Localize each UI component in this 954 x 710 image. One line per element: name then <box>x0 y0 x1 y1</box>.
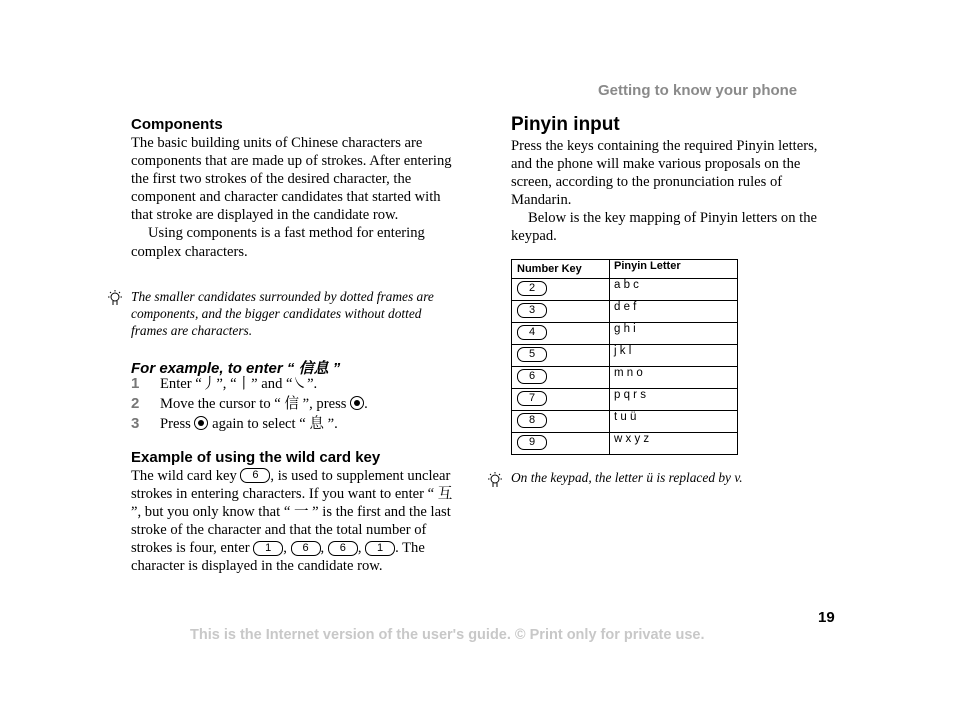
table-header-row <box>512 260 738 279</box>
pinyin-letter-cell: p q r s <box>610 389 738 411</box>
example-heading: For example, to enter “ 信息 ” <box>131 360 341 377</box>
step-text-b: . <box>364 396 368 412</box>
step-text-b: again to select “ 息 ”. <box>208 416 338 432</box>
text-run: The wild card key <box>131 468 241 484</box>
column-header: Number Key <box>512 260 610 279</box>
key-6-icon: 6 <box>240 468 270 483</box>
number-key-cell <box>512 301 610 323</box>
footer-notice: This is the Internet version of the user's guide. © Print only for private use. <box>190 627 705 643</box>
step-1 <box>131 375 461 395</box>
keypad-tip: On the keypad, the letter ü is replaced by v. <box>511 470 743 485</box>
section-header: Getting to know your phone <box>598 82 798 99</box>
pinyin-paragraph: Press the keys containing the required Pinyin letters, and the phone will make various proposals on the screen, according to the pronunciation rules of Mandarin. <box>511 138 818 209</box>
table-row <box>512 367 738 389</box>
select-key-icon <box>350 396 364 410</box>
example-steps <box>131 375 461 437</box>
step-number: 2 <box>131 395 140 412</box>
key-9-icon: 9 <box>517 435 547 450</box>
components-paragraph-2: Using components is a fast method for entering complex characters. <box>131 225 425 260</box>
wildcard-section <box>131 449 459 576</box>
number-key-cell <box>512 411 610 433</box>
step-number: 3 <box>131 415 140 432</box>
pinyin-letter-cell: g h i <box>610 323 738 345</box>
table-row <box>512 433 738 455</box>
components-heading: Components <box>131 116 223 133</box>
key-3-icon: 3 <box>517 303 547 318</box>
number-key-cell <box>512 323 610 345</box>
tip-icon <box>106 289 124 307</box>
pinyin-letter-cell: j k l <box>610 345 738 367</box>
pinyin-letter-cell: a b c <box>610 279 738 301</box>
page-number: 19 <box>818 609 835 626</box>
table-row <box>512 345 738 367</box>
key-1-icon: 1 <box>365 541 395 556</box>
key-6-icon: 6 <box>517 369 547 384</box>
pinyin-paragraph-2: Below is the key mapping of Pinyin letters on the keypad. <box>511 210 817 245</box>
components-tip: The smaller candidates surrounded by dotted frames are components, and the bigger candidates without dotted frames are characters. <box>131 289 434 338</box>
table-row <box>512 389 738 411</box>
key-7-icon: 7 <box>517 391 547 406</box>
left-column <box>131 116 457 261</box>
step-text <box>160 415 338 433</box>
number-key-cell <box>512 433 610 455</box>
wildcard-paragraph <box>131 467 459 576</box>
step-text-a: Move the cursor to “ 信 ”, press <box>160 396 351 412</box>
step-text-a: Press <box>160 416 195 432</box>
table-row <box>512 301 738 323</box>
key-8-icon: 8 <box>517 413 547 428</box>
pinyin-heading: Pinyin input <box>511 114 620 135</box>
pinyin-letter-cell: d e f <box>610 301 738 323</box>
step-2 <box>131 395 461 415</box>
components-paragraph: The basic building units of Chinese characters are components that are made up of strokes. After entering the first two strokes of the desired character, the component and character candidates that started with that stroke are displayed in the candidate row. <box>131 135 452 224</box>
key-6-icon: 6 <box>291 541 321 556</box>
key-2-icon: 2 <box>517 281 547 296</box>
key-6-icon: 6 <box>328 541 358 556</box>
table-row <box>512 411 738 433</box>
number-key-cell <box>512 345 610 367</box>
step-text <box>160 395 368 413</box>
key-4-icon: 4 <box>517 325 547 340</box>
column-header: Pinyin Letter <box>610 260 738 279</box>
pinyin-letter-cell: w x y z <box>610 433 738 455</box>
select-key-icon <box>194 416 208 430</box>
text-run: . The character is displayed in the candidate row. <box>131 540 425 575</box>
pinyin-key-table <box>511 259 738 455</box>
key-5-icon: 5 <box>517 347 547 362</box>
text-run: , <box>320 540 328 557</box>
text-run: , is used to supplement unclear strokes in entering characters. If you want to enter “ 互 ”, but you only know that “ 一 ” is the first and the last stroke of the character and that the total number of strokes is four, enter <box>131 468 453 557</box>
number-key-cell <box>512 367 610 389</box>
right-column <box>511 114 841 246</box>
step-number: 1 <box>131 375 140 392</box>
step-text: Enter “丿”, “丨” and “㇏”. <box>160 376 318 392</box>
step-3 <box>131 415 461 435</box>
text-run: , <box>357 540 366 557</box>
table-row <box>512 323 738 345</box>
number-key-cell <box>512 279 610 301</box>
wildcard-heading: Example of using the wild card key <box>131 449 381 466</box>
tip-icon <box>486 471 504 489</box>
key-1-icon: 1 <box>253 541 283 556</box>
table-row <box>512 279 738 301</box>
text-run: , <box>283 540 291 557</box>
pinyin-letter-cell: m n o <box>610 367 738 389</box>
pinyin-letter-cell: t u ü <box>610 411 738 433</box>
number-key-cell <box>512 389 610 411</box>
